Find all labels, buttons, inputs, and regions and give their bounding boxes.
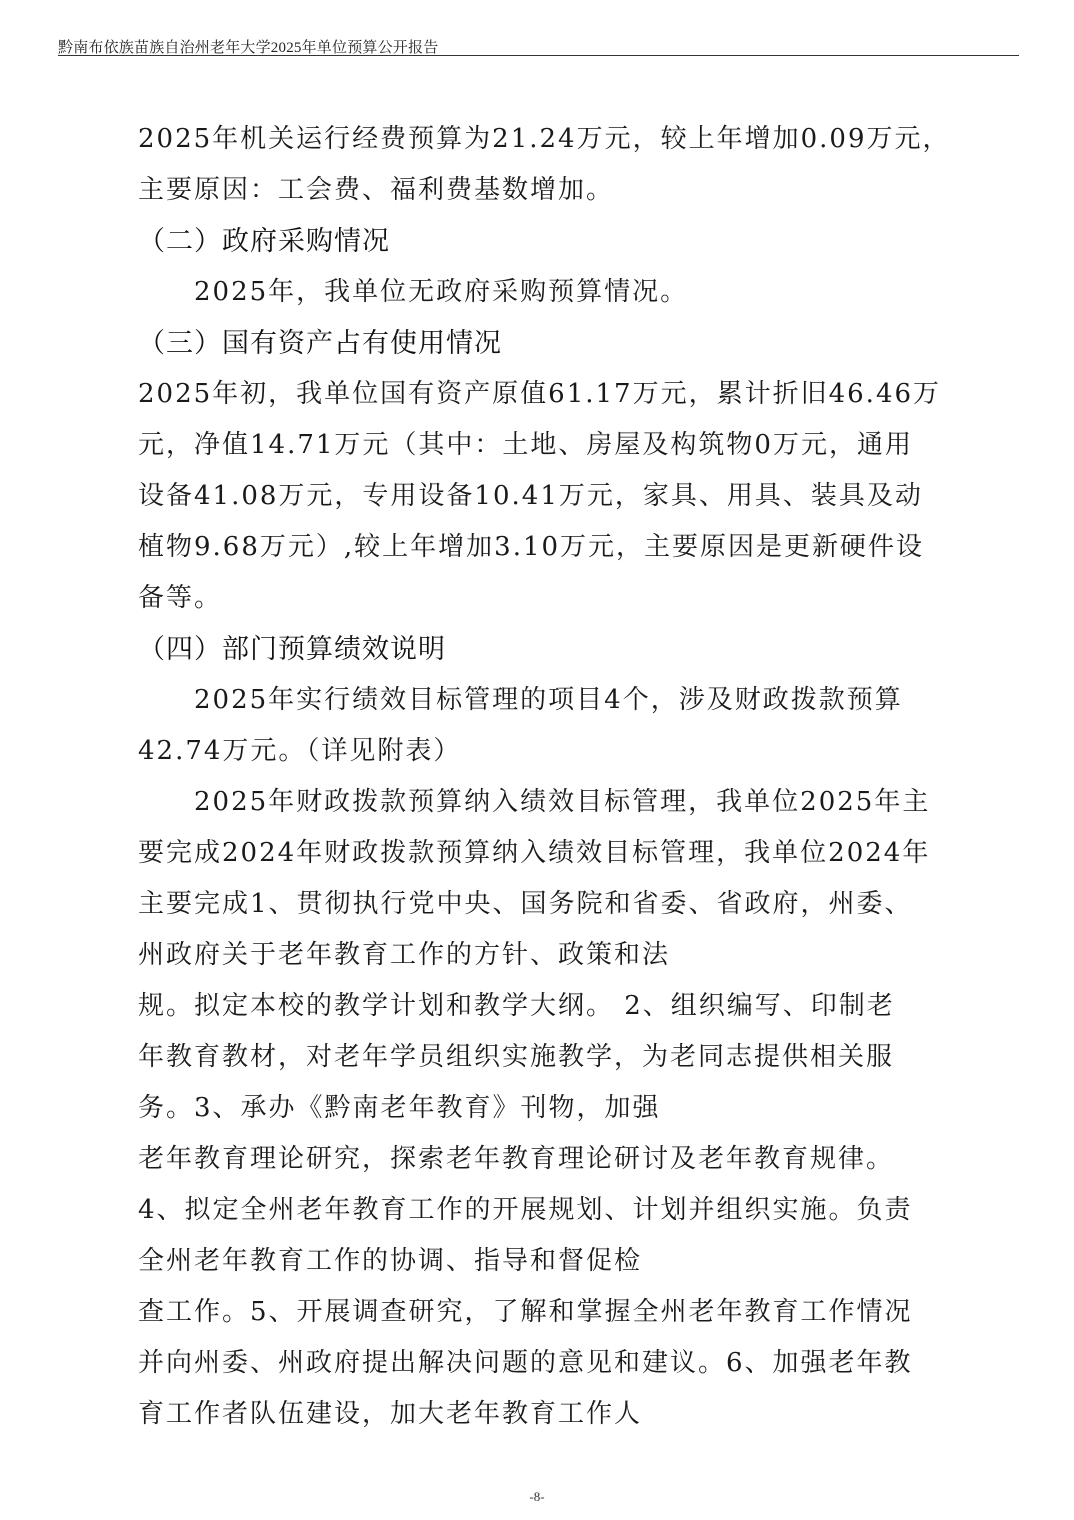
- page-number: -8-: [529, 1489, 545, 1504]
- running-header: 黔南布依族苗族自治州老年大学2025年单位预算公开报告: [58, 40, 439, 56]
- section-heading: （四）部门预算绩效说明: [138, 634, 446, 665]
- body-line: 务。3、承办《黔南老年教育》刊物，加强: [138, 1093, 661, 1123]
- body-line: 备等。: [138, 583, 223, 613]
- header-divider: [58, 55, 1019, 56]
- body-line: 并向州委、州政府提出解决问题的意见和建议。6、加强老年教: [138, 1348, 913, 1378]
- page-body: [138, 114, 958, 1440]
- body-line: 设备41.08万元，专用设备10.41万元，家具、用具、装具及动: [138, 481, 923, 511]
- body-line: 植物9.68万元）,较上年增加3.10万元，主要原因是更新硬件设: [138, 532, 925, 562]
- body-line: 2025年财政拨款预算纳入绩效目标管理，我单位2025年主: [194, 787, 931, 817]
- body-line: 2025年，我单位无政府采购预算情况。: [194, 277, 689, 307]
- body-line: 老年教育理论研究，探索老年教育理论研讨及老年教育规律。: [138, 1144, 895, 1174]
- body-line: 全州老年教育工作的协调、指导和督促检: [138, 1246, 643, 1276]
- body-line: 年教育教材，对老年学员组织实施教学，为老同志提供相关服: [138, 1042, 895, 1072]
- section-heading: （二）政府采购情况: [138, 226, 390, 257]
- body-line: 2025年机关运行经费预算为21.24万元，较上年增加0.09万元，: [138, 124, 951, 154]
- body-line: 42.74万元。（详见附表）: [138, 736, 462, 766]
- body-line: 育工作者队伍建设，加大老年教育工作人: [138, 1399, 643, 1429]
- body-line: 主要原因：工会费、福利费基数增加。: [138, 175, 615, 205]
- body-line: 元，净值14.71万元（其中：土地、房屋及构筑物0万元，通用: [138, 430, 913, 460]
- body-line: 主要完成1、贯彻执行党中央、国务院和省委、省政府，州委、: [138, 889, 913, 919]
- body-line: 要完成2024年财政拨款预算纳入绩效目标管理，我单位2024年: [138, 838, 931, 868]
- body-line: 查工作。5、开展调查研究，了解和掌握全州老年教育工作情况: [138, 1297, 913, 1327]
- body-line: 州政府关于老年教育工作的方针、政策和法: [138, 940, 671, 970]
- section-heading: （三）国有资产占有使用情况: [138, 328, 502, 359]
- body-line: 2025年实行绩效目标管理的项目4个，涉及财政拨款预算: [194, 685, 903, 715]
- body-line: 2025年初，我单位国有资产原值61.17万元，累计折旧46.46万: [138, 379, 942, 409]
- body-line: 4、拟定全州老年教育工作的开展规划、计划并组织实施。负责: [138, 1195, 913, 1225]
- body-line: 规。拟定本校的教学计划和教学大纲。 2、组织编写、印制老: [138, 991, 895, 1021]
